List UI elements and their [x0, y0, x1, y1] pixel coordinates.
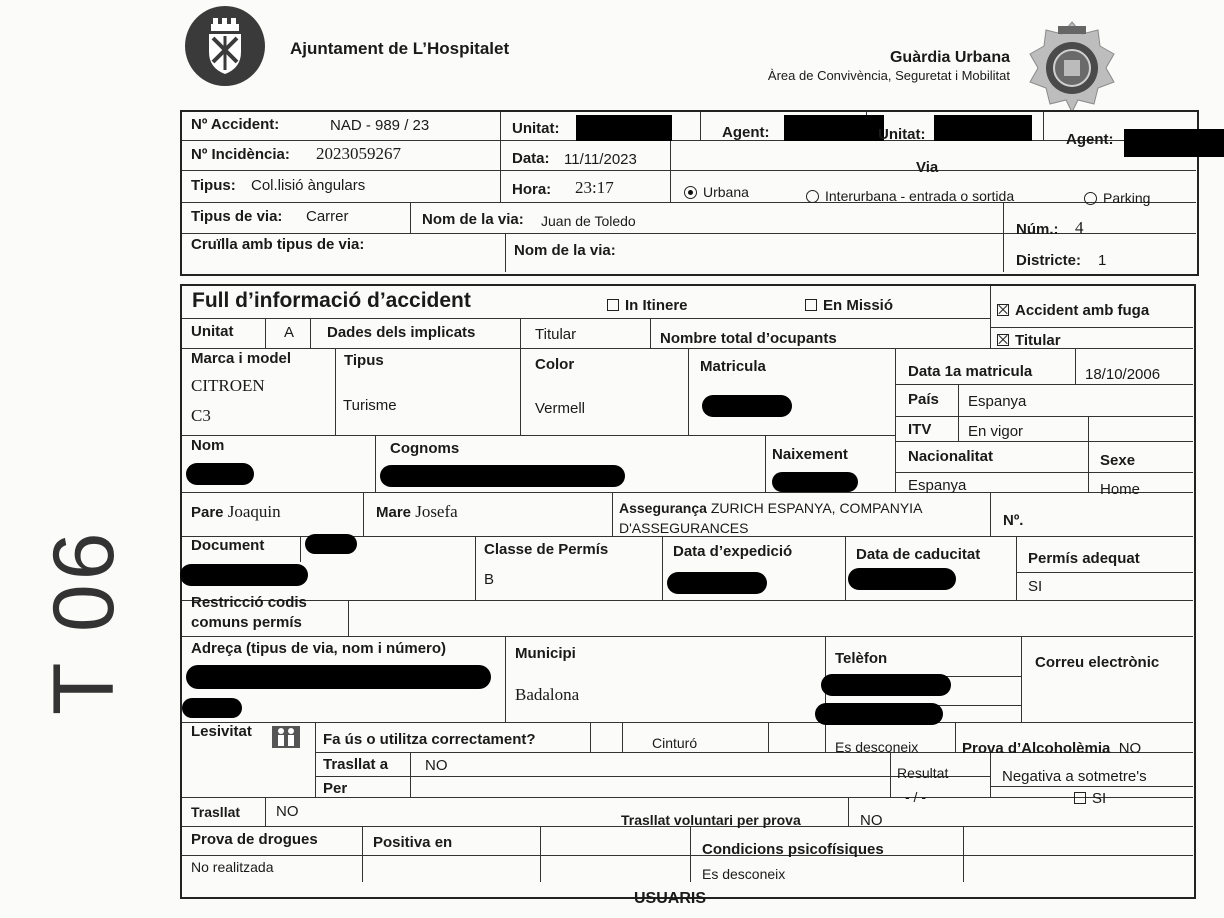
resultat-label: Resultat — [897, 765, 949, 781]
classe-permis-value: B — [484, 571, 495, 588]
data-label: Data: — [512, 150, 550, 167]
districte-label: Districte: — [1016, 252, 1082, 269]
tipus-value: Turisme — [343, 397, 397, 414]
in-itinere-checkbox[interactable]: In Itinere — [607, 297, 688, 315]
num-value: 4 — [1075, 218, 1084, 237]
redaction — [934, 115, 1032, 141]
trasllat-a-label: Trasllat a — [323, 756, 389, 773]
radio-interurbana[interactable] — [806, 190, 819, 203]
document-label: Document — [191, 537, 265, 554]
positiva-label: Positiva en — [373, 834, 453, 851]
alcoholemia-field: Prova d’Alcoholèmia NO — [962, 740, 1142, 757]
lesivitat-label: Lesivitat — [191, 723, 252, 740]
redaction — [180, 564, 308, 586]
drogues-value: No realitzada — [191, 859, 274, 875]
redaction — [186, 665, 491, 689]
negativa-checkbox[interactable]: SI — [1074, 790, 1106, 808]
num-label: Núm.: — [1016, 221, 1059, 238]
districte-value: 1 — [1098, 252, 1107, 269]
trasllat-voluntari-label: Trasllat voluntari per prova — [621, 812, 801, 828]
via-label: Via — [916, 159, 939, 176]
unitat-value: A — [284, 324, 295, 341]
pais-label: País — [908, 391, 939, 408]
data-matricula-label: Data 1a matricula — [908, 363, 1033, 380]
itv-label: ITV — [908, 421, 932, 438]
redaction — [784, 115, 884, 141]
marca-value-2: C3 — [191, 406, 211, 425]
sexe-label: Sexe — [1100, 452, 1136, 469]
nacionalitat-label: Nacionalitat — [908, 448, 994, 465]
unitat-label: Unitat — [191, 323, 234, 340]
matricula-label: Matricula — [700, 358, 766, 375]
marca-value-1: CITROEN — [191, 376, 265, 395]
classe-permis-label: Classe de Permís — [484, 541, 609, 558]
redaction — [848, 568, 956, 590]
nom-via2-label: Nom de la via: — [514, 242, 616, 259]
assegurança-field: Assegurança ZURICH ESPANYA, COMPANYIA — [619, 500, 923, 516]
radio-urbana[interactable] — [684, 186, 697, 199]
incidencia-value: 2023059267 — [316, 144, 401, 163]
psicofisiques-label: Condicions psicofísiques — [702, 841, 884, 858]
naixement-label: Naixement — [772, 446, 848, 463]
color-label: Color — [535, 356, 575, 373]
tipus-value: Col.lisió àngulars — [251, 177, 366, 194]
color-value: Vermell — [535, 400, 586, 417]
cruilla-label: Cruïlla amb tipus de via: — [191, 236, 365, 253]
hora-value: 23:17 — [575, 178, 614, 197]
permis-adequat-value: SI — [1028, 578, 1043, 595]
unitat2-label: Unitat: — [878, 126, 926, 143]
via-option-interurbana[interactable]: Interurbana - entrada o sortida — [806, 187, 1014, 205]
checkbox-in-itinere[interactable] — [607, 299, 619, 311]
trasllat-a-value: NO — [425, 757, 448, 774]
municipi-value: Badalona — [515, 685, 580, 704]
municipi-label: Municipi — [515, 645, 576, 662]
nacionalitat-value: Espanya — [908, 477, 967, 494]
trasllat-value: NO — [276, 803, 299, 820]
city-crest-icon — [181, 6, 269, 86]
redaction — [667, 572, 767, 594]
assegurança-value-2: D'ASSEGURANCES — [619, 520, 749, 536]
data-matricula-value: 18/10/2006 — [1085, 366, 1161, 383]
sexe-value: Home — [1100, 481, 1141, 498]
redaction — [702, 395, 792, 417]
checkbox-negativa-si[interactable] — [1074, 792, 1086, 804]
redaction — [380, 465, 625, 487]
incidencia-label: Nº Incidència: — [191, 146, 290, 163]
checkbox-en-missio[interactable] — [805, 299, 817, 311]
cinturo-value: Cinturó — [652, 735, 698, 751]
redaction — [186, 463, 254, 485]
nom-label: Nom — [191, 437, 225, 454]
redaction — [815, 703, 943, 725]
agent2-label: Agent: — [1066, 131, 1114, 148]
pare-field: Pare Joaquin — [191, 502, 281, 521]
data-caducitat-label: Data de caducitat — [856, 546, 981, 563]
resultat-value: - / - — [905, 789, 926, 805]
checkbox-accident-fuga[interactable] — [997, 304, 1009, 316]
redaction — [182, 698, 242, 718]
form-title: Full d’informació d’accident — [192, 289, 471, 312]
guardia-urbana-subtitle: Àrea de Convivència, Seguretat i Mobilitat — [767, 68, 1010, 83]
via-option-urbana[interactable]: Urbana — [684, 183, 749, 201]
telefon-label: Telèfon — [835, 650, 888, 667]
redaction — [1124, 129, 1224, 157]
accident-number-label: Nº Accident: — [191, 116, 280, 133]
tipus-label: Tipus: — [191, 177, 236, 194]
en-missio-checkbox[interactable]: En Missió — [805, 297, 893, 315]
hora-label: Hora: — [512, 181, 552, 198]
document-code: T 06 — [36, 528, 132, 715]
adreca-label: Adreça (tipus de via, nom i número) — [191, 640, 447, 657]
negativa-label: Negativa a sotmetre's — [1002, 768, 1147, 785]
redaction — [821, 674, 951, 696]
permis-adequat-label: Permís adequat — [1028, 550, 1140, 567]
accident-fuga-checkbox[interactable]: Accident amb fuga — [997, 302, 1149, 320]
agent-label: Agent: — [722, 124, 770, 141]
itv-value: En vigor — [968, 423, 1024, 440]
radio-parking[interactable] — [1084, 192, 1097, 205]
drogues-label: Prova de drogues — [191, 831, 318, 848]
restriccio-label-2: comuns permís — [191, 614, 302, 631]
ocupants-label: Nombre total d’ocupants — [660, 330, 837, 347]
cognoms-label: Cognoms — [390, 440, 460, 457]
restriccio-label-1: Restricció codis — [191, 594, 307, 611]
nom-via-label: Nom de la via: — [422, 211, 524, 228]
psicofisiques-value: Es desconeix — [702, 866, 786, 882]
guardia-urbana-title: Guàrdia Urbana — [889, 49, 1010, 66]
correu-label: Correu electrònic — [1035, 654, 1160, 671]
city-council-title: Ajuntament de L’Hospitalet — [290, 39, 510, 58]
people-icon — [272, 726, 300, 748]
tipus-label: Tipus — [344, 352, 384, 369]
dades-value: Titular — [535, 326, 577, 343]
trasllat-label: Trasllat — [191, 804, 241, 820]
mare-field: Mare Josefa — [376, 502, 458, 521]
usuaris-heading: USUARIS — [634, 890, 707, 907]
tipus-via-label: Tipus de via: — [191, 208, 283, 225]
redaction — [576, 115, 672, 141]
redaction — [305, 534, 357, 554]
accident-number-value: NAD - 989 / 23 — [330, 117, 430, 134]
marca-label: Marca i model — [191, 350, 292, 367]
pais-value: Espanya — [968, 393, 1027, 410]
dades-label: Dades dels implicats — [327, 324, 476, 341]
police-badge-icon — [1028, 20, 1116, 112]
via-option-parking[interactable]: Parking — [1084, 189, 1150, 207]
redaction — [772, 472, 858, 492]
trasllat-voluntari-value: NO — [860, 812, 883, 829]
data-value: 11/11/2023 — [564, 151, 637, 168]
tipus-via-value: Carrer — [306, 208, 349, 225]
per-label: Per — [323, 780, 348, 797]
nom-via-value: Juan de Toledo — [541, 213, 636, 229]
unitat-label: Unitat: — [512, 120, 560, 137]
fa-us-label: Fa ús o utilitza correctament? — [323, 731, 536, 748]
titular-checkbox[interactable]: Titular — [997, 332, 1061, 350]
data-expedicio-label: Data d’expedició — [673, 543, 793, 560]
checkbox-titular[interactable] — [997, 334, 1009, 346]
desconeix-value: Es desconeix — [835, 739, 919, 755]
insurance-number-label: Nº. — [1003, 512, 1024, 529]
